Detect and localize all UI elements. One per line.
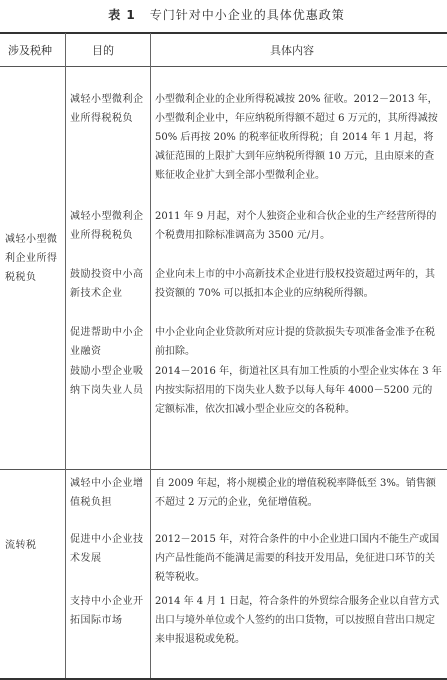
content-cell: 2014－2016 年，街道社区具有加工性质的小型企业实体在 3 年内按实际招用的下岗失业人数予以每人每年 4000－5200 元的定额标准，依次扣减小型企业应交的各税种。 [155,366,442,415]
header-goal: 目的 [92,44,114,57]
header-rule [0,66,447,67]
table-title: 专门针对中小企业的具体优惠政策 [149,8,345,22]
header-content: 具体内容 [270,44,314,57]
goal-cell: 鼓励投资中小高新技术企业 [70,269,144,299]
tax-type-cell: 减轻小型微利企业所得税税负 [5,234,58,283]
column-divider [150,33,151,678]
goal-cell: 促进帮助中小企业融资 [70,327,144,357]
table-number: 表 1 [108,8,136,22]
goal-cell: 减轻中小企业增值税负担 [70,478,144,508]
content-cell: 自 2009 年起，将小规模企业的增值税税率降低至 3%。销售额不超过 2 万元的企业，免征增值税。 [155,478,436,508]
content-cell: 2011 年 9 月起，对个人独资企业和合伙企业的生产经营所得的个税费用扣除标准调高为 3500 元/月。 [155,211,437,241]
content-cell: 2014 年 4 月 1 日起，符合条件的外贸综合服务企业以自营方式出口与境外单位或个人签约的出口货物，可以按照自营出口规定来申报退税或免税。 [155,596,440,645]
goal-cell: 鼓励小型企业吸纳下岗失业人员 [70,366,144,396]
tax-type-cell: 流转税 [5,540,37,551]
content-cell: 2012－2015 年，对符合条件的中小企业进口国内不能生产或国内产品性能尚不能满足需要的科技开发用品，免征进口环节的关税等税收。 [155,534,440,583]
content-cell: 小型微利企业的企业所得税减按 20% 征收。2012－2013 年，小型微利企业中，年应纳税所得额不超过 6 万元的，其所得减按 50% 后再按 20% 的税率征收所得税；自 2014 年 1 月起，将减征范围的上限扩大到年应纳税所得额 10 万元，且由原来的查账征收企业扩大到全部小型微利企业。 [155,94,438,181]
table-caption [0,6,447,24]
goal-cell: 支持中小企业开拓国际市场 [70,596,144,626]
goal-cell: 减轻小型微利企业所得税税负 [70,211,144,241]
content-cell: 企业向未上市的中小高新技术企业进行股权投资超过两年的，其投资额的 70% 可以抵扣本企业的应纳税所得额。 [155,269,435,299]
bottom-rule [0,678,447,680]
section-rule [0,469,447,470]
goal-cell: 促进中小企业技术发展 [70,534,144,564]
column-divider [65,33,66,678]
content-cell: 中小企业向企业贷款所对应计提的贷款损失专项准备金准予在税前扣除。 [155,327,435,357]
header-tax: 涉及税种 [8,44,52,57]
goal-cell: 减轻小型微利企业所得税税负 [70,94,144,124]
top-rule [0,32,447,34]
